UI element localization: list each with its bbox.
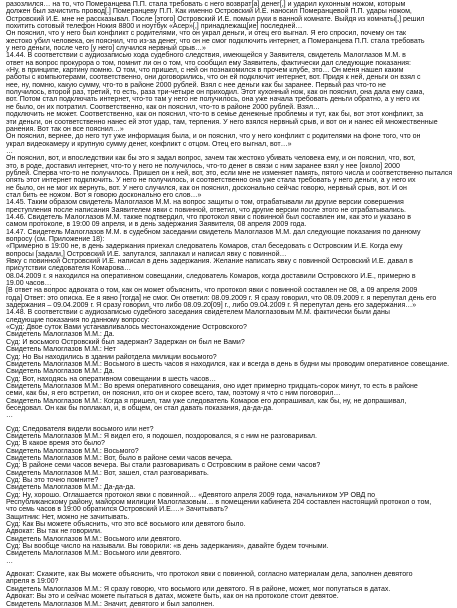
text-line: 08.04.2009 г. я находился на оперативном совещании, следователь Комаров, когда доставили Островского И.Е., примерно в <box>6 272 416 280</box>
text-line: Явку с повинной Островский И.Е. написал в день задержания. Желание написать явку с повинной Островский И.Е. давал в <box>6 258 413 266</box>
text-line: 14.44. В соответствии с аудиозаписью хода судебного следствия, имеющейся у Заявителя, свидетель Малоглазов М.М. в <box>6 52 406 60</box>
text-line: преступления после написания Заявителем явки с повинной, ответил, что другие версии после этого не отрабатывались. <box>6 206 406 214</box>
text-line: 14.47. Свидетель Малоглазов М.М. в судебном заседании свидетель Малоглазов М.М. дал следующие показания по данному <box>6 228 421 236</box>
text-line: Свидетель Малоглазов М.М.: Да. <box>6 331 115 339</box>
text-line: Суд: В какое время это было? <box>6 440 105 448</box>
text-line: стал бить ее ножом. Вот я говорю досконально его слов…» <box>6 191 202 199</box>
text-line: не было, он не мог их вернуть, вот. У него случился, как он пояснил, досконально сейчас говорю, нервный срыв, вот. И он <box>6 184 407 192</box>
text-line: украл видеокамеру и крупную сумму денег, конфликт с отцом. Отец его выгнал, вот…» <box>6 140 292 148</box>
text-line: Республиканскому району, майором милиции Малоглазовым… в помещении кабинета 204 составлен настоящий протокол о том, <box>6 499 432 507</box>
text-line: Свидетель Малоглазов М.М.: Да. <box>6 368 115 376</box>
text-line: жестоко убил человека, он пояснил, что из-за денег, что он не смог подключить интернет, а Померанцева П.П. стала требовать <box>6 37 425 45</box>
text-line: задержания – 09.04.2009 г. Я сразу говорил, что либо 08.09.20[09] г., либо 09.04.2009 г. Я перепутал день его задержания…» <box>6 302 417 310</box>
text-line: Свидетель Малоглазов М.М.: Во время оперативного совещания, оно идет примерно тридцать-сорок минут, то есть в районе <box>6 382 418 390</box>
text-line: рублей. Сперва что-то не получилось. Пришел он к ней, вот, это, если мне не изменяет память, пятого числа и соответственно пытался <box>6 169 453 177</box>
text-line: Свидетель Малоглазов М.М.: Я видел его, я подошел, поздоровался, я с ним не разговаривал. <box>6 432 317 440</box>
text-line: Свидетель Малоглазов М.М.: Вот, было в районе семи часов вечера. <box>6 454 233 462</box>
text-line: «Примерно в 19:00 не, в день задержания приехал следователь Комаров, стал беседовать с Островским И.Е. Когда ему <box>6 243 403 251</box>
text-line: Свидетель Малоглазов М.М.: Значит, девятого и был заполнен. <box>6 600 215 608</box>
text-line: работы с компьютерами, соответственно, они договорились, что он ей подключит интернет, вот. Придя к ней, деньги он взял с <box>6 74 421 82</box>
text-line: Суд: Как Вы можете объяснить, что это всё восьмого или девятого было. <box>6 521 246 529</box>
text-line: семи, как бы, я его встретил, он пояснил, кто он и скорее всего, там, поэтому я что с ним поговорил… <box>6 390 341 398</box>
text-line: «Ну, в принципе, картину помню. О том, что пришел, с ней он познакомился в прочем клубе, это… Он меня нашел каким <box>6 67 404 75</box>
text-line: Суд: Вы вообще число на называли. Вы говорили: «в день задержания», давайте будем точными. <box>6 543 329 551</box>
text-line: Он пояснил, вернее, до него тут уже информация была, и он пояснил, что у него конфликт с родителями на фоне того, что он <box>6 133 421 141</box>
text-line: Свидетель Малоглазов М.М.: Восьмого в шесть часов я находился, как и всегда в день в будни мы проводим оперативное совещание. <box>6 360 450 368</box>
ellipsis-line: … <box>6 147 14 155</box>
text-line: … <box>6 412 14 420</box>
text-line: Свидетель Малоглазов М.М.: Вот, зашел, стал разговаривать. <box>6 469 209 477</box>
text-line: Он пояснил, вот, и впоследствии как бы это я задал вопрос, зачем так жестоко убивать человека ему, и он пояснил, что, вот, <box>6 155 416 163</box>
text-line: ответ на вопрос прокурора о том, помнит ли он о том, что сообщил ему Заявитель, фактически дал следующие показания: <box>6 59 411 67</box>
text-line: года] Ответ: это описка. Ее я явно [тогда] не смог. Он ответил: 08.09.2009 г. Я сразу говорил, что 08.09.2009 г. я перепутал день его <box>6 294 437 302</box>
text-line: эти деньги, он соответственно нанес ей этот удар, там, терпения. У него взялся нервный срыв, и вот он и нанес ей множественные <box>6 118 438 126</box>
text-line: Свидетель Малоглазов М.М.: Я сразу говорю, что восьмого или девятого. Я в районе, может, мог попутаться в датах. <box>6 585 391 593</box>
text-line: должен был зачистить провод[.] Померанцеву П.П. Как именно Островский И.Е. наносил Померанцевой П.П. удары ножом, <box>6 8 412 16</box>
text-line: Свидетель Малоглазов М.М.: Нет <box>6 346 116 354</box>
text-line: Свидетель Малоглазов М.М.: Восьмого? <box>6 447 139 455</box>
text-line: 19.00 часов… <box>6 280 52 288</box>
text-line: Суд: В районе семи часов вечера. Вы стали разговаривать с Островским в районе семи часов? <box>6 462 321 470</box>
text-line: ранения. Вот так он все пояснил…» <box>6 125 124 133</box>
text-line: Свидетель Малоглазов М.М.: Восьмого или девятого. <box>6 535 182 543</box>
text-line: … <box>6 557 14 565</box>
text-line: Он пояснил, что у него был конфликт с родителями, что он украл деньги, и отец его выгнал. Я его спросил, почему он так <box>6 30 406 38</box>
text-line: вопросу (см. Приложение 18): <box>6 236 105 243</box>
ellipsis-line: Суд: Следователя видели восьмого или нет? <box>6 425 154 433</box>
text-line: самом протоколе, в 19:00 09 апреля, и в день задержания Заявителя, 08 апреля 2009 года. <box>6 221 307 229</box>
text-line: 14.48. В соответствии с аудиозаписью судебного заседания свидетелем Малоглазовым М.М. фактически были даны <box>6 309 390 317</box>
text-line: Суд: Но Вы находились в здании райотдела милиции восьмого? <box>6 353 217 361</box>
text-line: Свидетель Малоглазов М.М.: Когда я пришел, там уже следователь Комаров его допрашивал, как бы, ну, не допрашивал, <box>6 397 407 405</box>
text-line: следующие показания по данному вопросу: <box>6 316 150 324</box>
text-line: подключить не может. Соответственно, как он пояснил, что-то в семье денежные проблемы и тут, как бы, вот этот конфликт, за <box>6 111 424 119</box>
text-line: Свидетель Малоглазов М.М.: Восьмого или девятого. <box>6 550 182 558</box>
text-line: нее, ну, помню, какую сумму, что-то в районе 2000 рублей. Взял с нее деньги как бы заранее. Первый раз что-то не <box>6 81 386 89</box>
text-line: беседовал. Он как бы поплакал, и, в общем, он стал давать показания, да-да-да. <box>6 404 274 412</box>
text-line: похитить сотовый телефон Нокия 8800 и ноутбук «Асер»[,] принадлежащ[ие] последней… <box>6 23 303 31</box>
text-line: вот. Потом стал подключать интернет, что-то там у него не получилось, она уже начала требовать деньги обратно, а у него их <box>6 96 420 104</box>
text-line: 14.45. Таким образом свидетель Малоглазов М.М. на вопрос защиты о том, отрабатывали ли другие версии совершения <box>6 199 404 207</box>
text-line: [В ответ на вопрос адвоката о том, как он может объяснить, что протокол явки с повинной составлен не 08, а 09 апреля 2009 <box>6 287 418 295</box>
text-line: Суд: Вот, находясь на оперативном совещании в шесть часов… <box>6 375 217 383</box>
text-line: присутствии следователя Комарова… <box>6 265 132 273</box>
text-line: Адвокат: Вы так не говорили. <box>6 528 102 536</box>
text-line: разозлился… на то, что Померанцева П.П. стала требовать с него возврат[а] денег[,] и ударил кухонным ножом, которым <box>6 1 406 8</box>
text-line: Свидетель Малоглазов М.М.: Да-да-да. <box>6 484 136 492</box>
text-line: Защитник: Нет, можно не зачитывать. <box>6 513 130 521</box>
text-line: это, в роде, доставил интернет, что-то у него не получилось, что-то денег в связи с ним заранее взял у нее [около] 2000 <box>6 162 400 170</box>
text-line: апреля в 19:00? <box>6 578 59 586</box>
text-line: Суд: Вы это точно помните? <box>6 477 99 484</box>
text-line: Суд: И восьмого Островский был задержан? Задержан он был не Вами? <box>6 338 245 346</box>
text-line: не было, он их потратил. Соответственно, как он пояснил, что-то в районе 2000 рублей. Взял… <box>6 103 320 111</box>
text-line: получилось, второй раз, третий, то есть, раза три-четыре он приходил. Этот кухонный нож, как он пояснил, она дала ему сама, <box>6 89 425 97</box>
text-line: что семь часов в 19:00 обратился Островский И.Е.…» Зачитывать? <box>6 506 228 514</box>
text-line: опять этот интернет подключить. У него не получилось, и соответственно она уже стала требовать у него деньги, а у него их <box>6 177 416 185</box>
text-line: «Суд: Двое суток Вами устанавливалось местонахождение Островского? <box>6 324 247 332</box>
text-line: Островский И.Е. мне не рассказывал. После [этого] Островский И.Е. помыл руки в ванной комнате. Выйдя из комнаты[,] решил <box>6 15 425 23</box>
text-line: 14.46. Свидетель Малоглазов М.М. также подтвердил, что протокол явки с повинной был составлен им, как это и указано в <box>6 213 412 221</box>
text-line: у него деньги, после чего [у него] случился нервный срыв…» <box>6 45 206 53</box>
text-line: Адвокат: Вы это и сейчас можете пытаться в датах, можете быть, как он на протоколе стоит девятое. <box>6 593 339 601</box>
text-line: вопросы [задали,] Островский И.Е. запутался, заплакал и написал явку с повинной… <box>6 250 287 258</box>
ellipsis-line: Адвокат: Скажите, как Вы можете объяснить, что протокол явки с повинной, согласно материалам дела, заполнен девятого <box>6 571 413 579</box>
text-line: Суд: Ну, хорошо. Оглашается протокол явки с повинной… «Девятого апреля 2009 года, начальником УР ОВД по <box>6 491 375 499</box>
